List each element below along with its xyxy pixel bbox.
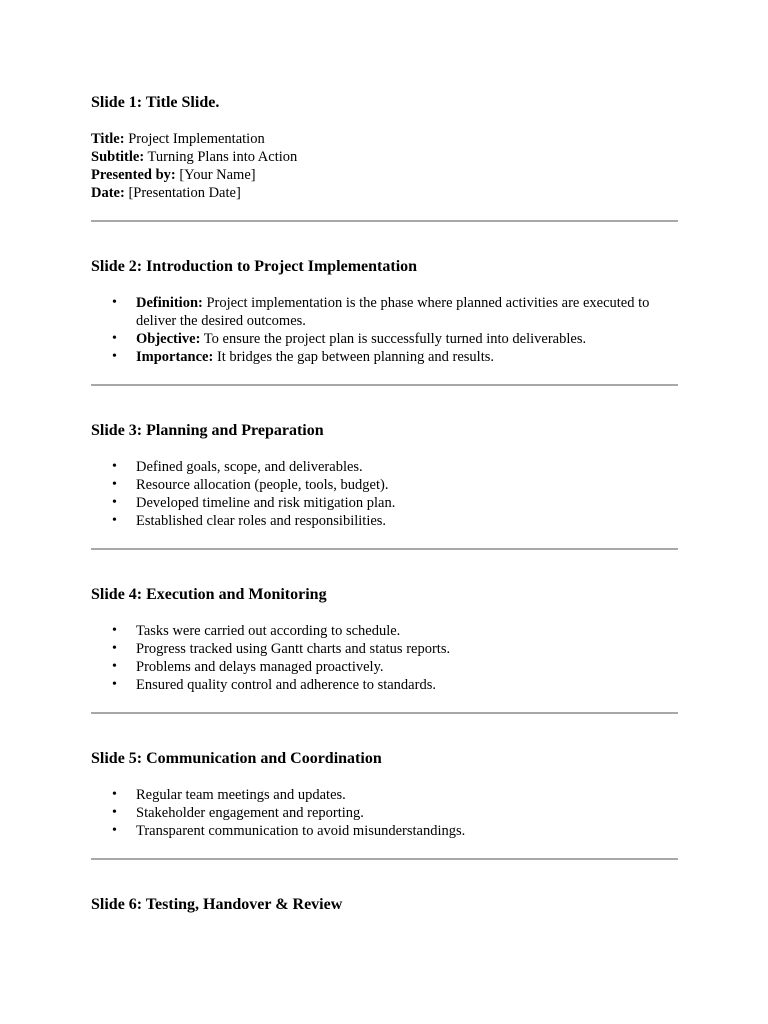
section-divider: [91, 220, 678, 222]
bullet-text: Developed timeline and risk mitigation plan.: [136, 495, 396, 511]
field-value: [Presentation Date]: [124, 185, 241, 201]
field-label: Title:: [91, 131, 125, 147]
slide-2-heading: Slide 2: Introduction to Project Implementation: [91, 258, 418, 275]
list-item: [91, 822, 678, 840]
bullet-label: Definition:: [136, 295, 203, 311]
slide-3-bullet-list: [91, 458, 678, 530]
bullet-icon: •: [112, 349, 117, 364]
bullet-icon: •: [112, 513, 117, 528]
title-field: [91, 130, 678, 148]
slide-6-heading: Slide 6: Testing, Handover & Review: [91, 896, 343, 913]
bullet-icon: •: [112, 331, 117, 346]
bullet-text: Problems and delays managed proactively.: [136, 659, 384, 675]
slide-3-section: [91, 421, 678, 530]
slide-4-bullet-list: [91, 622, 678, 694]
slide-3-heading: Slide 3: Planning and Preparation: [91, 422, 324, 439]
field-label: Subtitle:: [91, 149, 145, 165]
section-divider: [91, 548, 678, 550]
bullet-icon: •: [112, 295, 117, 310]
bullet-text: It bridges the gap between planning and results.: [213, 349, 494, 365]
list-item: [91, 658, 678, 676]
slide-2-bullet-list: [91, 294, 678, 366]
bullet-text: Progress tracked using Gantt charts and status reports.: [136, 641, 451, 657]
list-item: [91, 640, 678, 658]
list-item: [91, 676, 678, 694]
bullet-label: Objective:: [136, 331, 201, 347]
bullet-text: Transparent communication to avoid misunderstandings.: [136, 823, 466, 839]
title-slide-fields: [91, 130, 678, 202]
field-label: Presented by:: [91, 167, 176, 183]
bullet-icon: •: [112, 659, 117, 674]
list-item: [91, 494, 678, 512]
slide-1-section: [91, 93, 678, 202]
bullet-text: Regular team meetings and updates.: [136, 787, 346, 803]
bullet-text: Ensured quality control and adherence to standards.: [136, 677, 436, 693]
bullet-icon: •: [112, 805, 117, 820]
bullet-text: Stakeholder engagement and reporting.: [136, 805, 364, 821]
bullet-text: Defined goals, scope, and deliverables.: [136, 459, 363, 475]
bullet-icon: •: [112, 495, 117, 510]
list-item: [91, 458, 678, 476]
bullet-icon: •: [112, 623, 117, 638]
field-value: Project Implementation: [124, 131, 265, 147]
section-divider: [91, 858, 678, 860]
presented-by-field: [91, 166, 678, 184]
slide-5-section: [91, 749, 678, 840]
bullet-text: To ensure the project plan is successfully turned into deliverables.: [200, 331, 587, 347]
bullet-icon: •: [112, 677, 117, 692]
slide-6-section: [91, 895, 678, 915]
bullet-icon: •: [112, 787, 117, 802]
bullet-text: Resource allocation (people, tools, budget).: [136, 477, 389, 493]
bullet-icon: •: [112, 477, 117, 492]
date-field: [91, 184, 678, 202]
list-item: [91, 622, 678, 640]
section-divider: [91, 712, 678, 714]
slide-4-heading: Slide 4: Execution and Monitoring: [91, 586, 327, 603]
bullet-icon: •: [112, 823, 117, 838]
list-item: [91, 786, 678, 804]
list-item: [91, 294, 678, 330]
slide-4-section: [91, 585, 678, 694]
bullet-text: Tasks were carried out according to schedule.: [136, 623, 401, 639]
slide-5-bullet-list: [91, 786, 678, 840]
field-value: [Your Name]: [175, 167, 256, 183]
field-label: Date:: [91, 185, 125, 201]
bullet-text: Established clear roles and responsibilities.: [136, 513, 387, 529]
section-divider: [91, 384, 678, 386]
subtitle-field: [91, 148, 678, 166]
slide-2-section: [91, 257, 678, 366]
list-item: [91, 512, 678, 530]
list-item: [91, 330, 678, 348]
bullet-icon: •: [112, 459, 117, 474]
bullet-label: Importance:: [136, 349, 214, 365]
list-item: [91, 804, 678, 822]
slide-1-heading: Slide 1: Title Slide.: [91, 94, 220, 111]
field-value: Turning Plans into Action: [144, 149, 298, 165]
slide-5-heading: Slide 5: Communication and Coordination: [91, 750, 382, 767]
bullet-text: Project implementation is the phase where planned activities are executed to deliver the desired outcomes.: [136, 295, 650, 329]
list-item: [91, 348, 678, 366]
bullet-icon: •: [112, 641, 117, 656]
list-item: [91, 476, 678, 494]
